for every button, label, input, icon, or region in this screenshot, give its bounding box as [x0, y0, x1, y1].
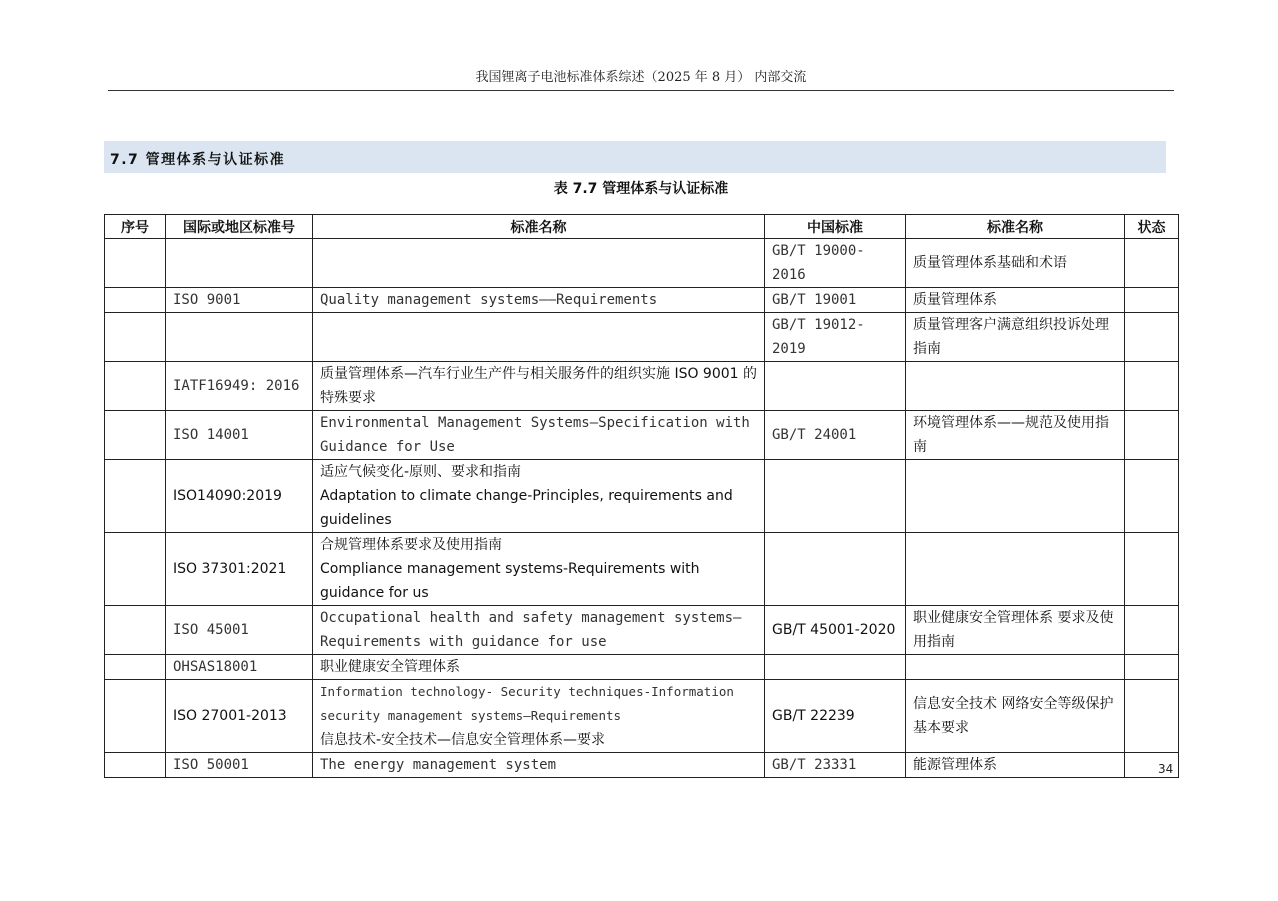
table-row — [105, 411, 1179, 460]
table-row — [105, 288, 1179, 313]
cn-standard-name-cell: 能源管理体系 — [906, 753, 1125, 778]
status-cell — [1125, 533, 1179, 606]
standard-name-cell: 职业健康安全管理体系 — [313, 655, 765, 680]
standard-name-cell — [313, 239, 765, 288]
standard-name-cell: 质量管理体系—汽车行业生产件与相关服务件的组织实施 ISO 9001 的特殊要求 — [313, 362, 765, 411]
column-header: 中国标准 — [765, 215, 906, 239]
section-title: 7.7 管理体系与认证标准 — [110, 152, 286, 168]
standard-name-en: Information technology- Security techniques-Information security management systems—Requirements — [320, 684, 734, 723]
cn-standard-name-cell: 环境管理体系——规范及使用指南 — [906, 411, 1125, 460]
intl-standard-cell: ISO 9001 — [166, 288, 313, 313]
seq-cell — [105, 753, 166, 778]
intl-standard-cell: ISO 50001 — [166, 753, 313, 778]
intl-standard-cell: ISO 45001 — [166, 606, 313, 655]
seq-cell — [105, 460, 166, 533]
status-cell — [1125, 362, 1179, 411]
standard-name-cell — [313, 313, 765, 362]
seq-cell — [105, 411, 166, 460]
intl-standard-cell: ISO 27001-2013 — [166, 680, 313, 753]
standard-name-cell — [313, 680, 765, 753]
table-row — [105, 239, 1179, 288]
cn-standard-name-cell: 质量管理体系基础和术语 — [906, 239, 1125, 288]
cn-standard-name-cell — [906, 655, 1125, 680]
standard-name-en: Compliance management systems-Requirements with guidance for us — [320, 561, 700, 601]
running-header: 我国锂离子电池标准体系综述（2025 年 8 月） 内部交流 — [475, 70, 807, 85]
table-row — [105, 606, 1179, 655]
status-cell — [1125, 680, 1179, 753]
seq-cell — [105, 680, 166, 753]
status-cell — [1125, 288, 1179, 313]
status-cell — [1125, 655, 1179, 680]
cn-standard-cell — [765, 655, 906, 680]
cn-standard-cell: GB/T 23331 — [765, 753, 906, 778]
intl-standard-cell: ISO 14001 — [166, 411, 313, 460]
standards-table — [104, 214, 1179, 778]
table-row — [105, 460, 1179, 533]
cn-standard-cell — [765, 362, 906, 411]
status-cell — [1125, 239, 1179, 288]
status-cell — [1125, 606, 1179, 655]
standard-name-cell — [313, 460, 765, 533]
intl-standard-cell — [166, 313, 313, 362]
cn-standard-cell: GB/T 19000-2016 — [765, 239, 906, 288]
table-caption: 表 7.7 管理体系与认证标准 — [553, 181, 729, 197]
column-header: 标准名称 — [313, 215, 765, 239]
cn-standard-name-cell — [906, 533, 1125, 606]
cn-standard-name-cell — [906, 362, 1125, 411]
table-row — [105, 680, 1179, 753]
cn-standard-name-cell — [906, 460, 1125, 533]
standard-name-cn: 合规管理体系要求及使用指南 — [320, 537, 502, 553]
column-header: 序号 — [105, 215, 166, 239]
table-row — [105, 533, 1179, 606]
seq-cell — [105, 362, 166, 411]
standard-name-en: Adaptation to climate change-Principles, requirements and guidelines — [320, 488, 733, 528]
cn-standard-cell — [765, 533, 906, 606]
cn-standard-cell: GB/T 19012-2019 — [765, 313, 906, 362]
intl-standard-cell: ISO 37301:2021 — [166, 533, 313, 606]
seq-cell — [105, 239, 166, 288]
seq-cell — [105, 655, 166, 680]
standard-name-cell: Occupational health and safety management systems—Requirements with guidance for use — [313, 606, 765, 655]
cn-standard-name-cell: 信息安全技术 网络安全等级保护基本要求 — [906, 680, 1125, 753]
seq-cell — [105, 288, 166, 313]
seq-cell — [105, 313, 166, 362]
cn-standard-name-cell: 职业健康安全管理体系 要求及使用指南 — [906, 606, 1125, 655]
table-row — [105, 362, 1179, 411]
cn-standard-name-cell: 质量管理客户满意组织投诉处理指南 — [906, 313, 1125, 362]
header-rule — [108, 90, 1174, 91]
intl-standard-cell: OHSAS18001 — [166, 655, 313, 680]
intl-standard-cell — [166, 239, 313, 288]
seq-cell — [105, 606, 166, 655]
standard-name-cn: 适应气候变化-原则、要求和指南 — [320, 464, 522, 480]
cn-standard-cell: GB/T 19001 — [765, 288, 906, 313]
status-cell — [1125, 313, 1179, 362]
standard-name-cn: 信息技术-安全技术—信息安全管理体系—要求 — [320, 732, 606, 748]
column-header: 状态 — [1125, 215, 1179, 239]
standard-name-cell: Quality management systems——Requirements — [313, 288, 765, 313]
page-number: 34 — [1158, 762, 1174, 776]
table-header-row — [105, 215, 1179, 239]
standard-name-cell — [313, 533, 765, 606]
column-header: 标准名称 — [906, 215, 1125, 239]
table-row — [105, 313, 1179, 362]
standard-name-cell: Environmental Management Systems—Specification with Guidance for Use — [313, 411, 765, 460]
intl-standard-cell: IATF16949: 2016 — [166, 362, 313, 411]
cn-standard-name-cell: 质量管理体系 — [906, 288, 1125, 313]
intl-standard-cell: ISO14090:2019 — [166, 460, 313, 533]
section-heading-band — [104, 141, 1166, 173]
status-cell — [1125, 460, 1179, 533]
column-header: 国际或地区标准号 — [166, 215, 313, 239]
seq-cell — [105, 533, 166, 606]
table-row — [105, 655, 1179, 680]
status-cell — [1125, 411, 1179, 460]
standard-name-cell: The energy management system — [313, 753, 765, 778]
cn-standard-cell: GB/T 45001-2020 — [765, 606, 906, 655]
cn-standard-cell — [765, 460, 906, 533]
table-row — [105, 753, 1179, 778]
cn-standard-cell: GB/T 22239 — [765, 680, 906, 753]
cn-standard-cell: GB/T 24001 — [765, 411, 906, 460]
